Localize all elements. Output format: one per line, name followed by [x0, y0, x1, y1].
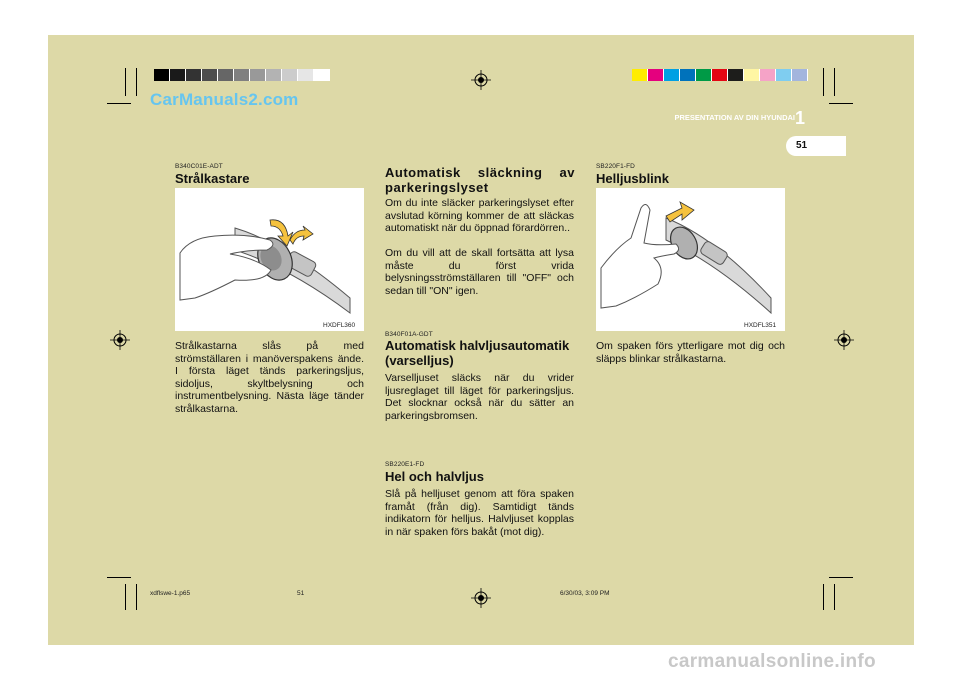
calibration-swatch — [776, 69, 792, 81]
calibration-swatch — [202, 69, 218, 81]
watermark-text[interactable]: CarManuals2.com — [150, 90, 299, 109]
crop-mark — [136, 68, 137, 96]
calibration-swatch — [712, 69, 728, 81]
figure-code: HXDFL351 — [744, 322, 777, 329]
calibration-swatch — [154, 69, 170, 81]
footer-page: 51 — [297, 590, 305, 597]
section-body: Om du inte släcker parkeringslyset efter avslutad körning kommer de att släckas automatiskt när du öppnad förardörren.. — [385, 197, 574, 234]
section-body: Varselljuset släcks när du vrider ljusreglaget till läget för parkeringsljus. Det slocknar också när du sätter an parkeringsbromsen. — [385, 372, 574, 422]
section-code: B340C01E-ADT — [175, 163, 223, 170]
crop-mark — [125, 68, 126, 96]
section-heading: Hel och halvljus — [385, 469, 484, 484]
crop-mark — [125, 584, 126, 610]
hand-pulling-stalk-illustration — [596, 188, 785, 331]
registration-mark-icon — [471, 70, 491, 90]
crop-mark — [834, 68, 835, 96]
calibration-swatch — [744, 69, 760, 81]
calibration-swatch — [648, 69, 664, 81]
crop-mark — [829, 577, 853, 578]
page-number: 51 — [796, 140, 808, 151]
chapter-number: 1 — [795, 108, 806, 128]
registration-mark-icon — [110, 330, 130, 350]
calibration-swatch — [314, 69, 330, 81]
crop-mark — [823, 584, 824, 610]
section-code: B340F01A-GDT — [385, 331, 433, 338]
section-code: SB220E1-FD — [385, 461, 425, 468]
color-calibration-bar — [632, 69, 808, 81]
calibration-swatch — [250, 69, 266, 81]
headlight-switch-figure — [175, 188, 364, 331]
section-heading: Automatisk släckning av parkeringslyset — [385, 165, 575, 195]
calibration-swatch — [760, 69, 776, 81]
crop-mark — [107, 103, 131, 104]
registration-mark-icon — [834, 330, 854, 350]
registration-mark-icon — [471, 588, 491, 608]
crop-mark — [136, 584, 137, 610]
calibration-swatch — [792, 69, 808, 81]
calibration-swatch — [632, 69, 648, 81]
section-title: PRESENTATION AV DIN HYUNDAI — [674, 113, 795, 122]
footer-timestamp: 6/30/03, 3:09 PM — [560, 590, 610, 597]
footer-filename: xdflswe-1.p65 — [150, 590, 191, 597]
calibration-swatch — [186, 69, 202, 81]
crop-mark — [107, 577, 131, 578]
section-heading: Helljusblink — [596, 171, 669, 186]
grayscale-calibration-bar — [154, 69, 330, 81]
hand-on-stalk-illustration — [175, 188, 364, 331]
calibration-swatch — [282, 69, 298, 81]
calibration-swatch — [170, 69, 186, 81]
crop-mark — [829, 103, 853, 104]
section-heading: Automatisk halvljusautomatik (varselljus) — [385, 338, 570, 368]
section-code: SB220F1-FD — [596, 163, 635, 170]
flash-to-pass-figure — [596, 188, 785, 331]
crop-mark — [834, 584, 835, 610]
calibration-swatch — [696, 69, 712, 81]
section-heading: Strålkastare — [175, 171, 250, 186]
calibration-swatch — [218, 69, 234, 81]
page-number-tab — [786, 136, 846, 156]
calibration-swatch — [680, 69, 696, 81]
section-body: Slå på helljuset genom att föra spaken framåt (från dig). Samtidigt tänds indikatorn för helljus. Halvljuset kopplas in när spaken förs bakåt (mot dig). — [385, 488, 574, 538]
calibration-swatch — [728, 69, 744, 81]
section-body: Strålkastarna slås på med strömställaren i manöverspakens ände. I första läget tänds parkeringsljus, sidoljus, skyltbelysning och instrumentbelysning. Nästa läge tänder strålkastarna. — [175, 340, 364, 415]
calibration-swatch — [298, 69, 314, 81]
calibration-swatch — [664, 69, 680, 81]
section-body: Om du vill att de skall fortsätta att lysa måste du först vrida belysningsströmställaren till "OFF" och sedan till "ON" igen. — [385, 247, 574, 297]
site-watermark[interactable]: carmanualsonline.info — [668, 651, 876, 672]
figure-code: HXDFL360 — [323, 322, 356, 329]
calibration-swatch — [266, 69, 282, 81]
calibration-swatch — [234, 69, 250, 81]
crop-mark — [823, 68, 824, 96]
section-body: Om spaken förs ytterligare mot dig och släpps blinkar strålkastarna. — [596, 340, 785, 365]
